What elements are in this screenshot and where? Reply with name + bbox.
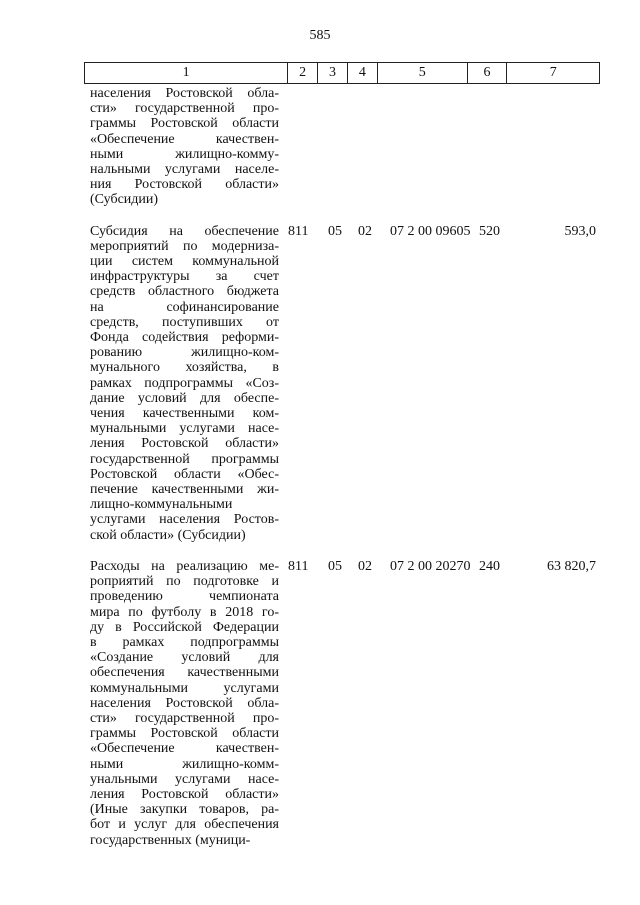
- description-line: сти» государственной про-: [90, 710, 279, 726]
- description-line: «Обеспечение качествен-: [90, 131, 279, 147]
- description-line: (Иные закупки товаров, ра-: [90, 802, 279, 818]
- description-line: коммунальными услугами: [90, 680, 279, 696]
- row-spacer: [90, 543, 600, 559]
- table-body: [90, 86, 600, 848]
- table-row: [90, 224, 600, 543]
- row-description: [90, 224, 279, 543]
- description-line: граммы Ростовской области: [90, 726, 279, 742]
- description-line: ными жилищно-комм-: [90, 756, 279, 772]
- description-line: населения Ростовской обла-: [90, 695, 279, 711]
- cell-c2: 811: [288, 223, 309, 239]
- row-spacer: [90, 208, 600, 224]
- description-line: средств областного бюджета: [90, 284, 279, 300]
- description-line: обеспечения качественными: [90, 665, 279, 681]
- description-line: ния Ростовской области»: [90, 177, 279, 193]
- description-line: рамках подпрограммы «Соз-: [90, 375, 279, 391]
- page-number: 585: [309, 28, 331, 43]
- row-description: [90, 559, 279, 848]
- description-line: дание условий для обеспе-: [90, 390, 279, 406]
- description-line: ными жилищно-комму-: [90, 146, 279, 162]
- description-line: Субсидия на обеспечение: [90, 223, 279, 239]
- description-line: ления Ростовской области»: [90, 786, 279, 802]
- description-line: Расходы на реализацию ме-: [90, 558, 279, 574]
- description-line: рованию жилищно-ком-: [90, 345, 279, 361]
- header-col-2: 2: [287, 63, 317, 83]
- description-line: инфраструктуры за счет: [90, 269, 279, 285]
- description-line: Ростовской области «Обес-: [90, 466, 279, 482]
- description-line: мероприятий по модерниза-: [90, 238, 279, 254]
- description-line: лищно-коммунальными: [90, 497, 233, 513]
- cell-c4: 02: [358, 558, 372, 574]
- description-line: мунального хозяйства, в: [90, 360, 279, 376]
- cell-c4: 02: [358, 223, 372, 239]
- header-col-7: 7: [506, 63, 599, 83]
- header-col-3: 3: [317, 63, 347, 83]
- description-line: ции систем коммунальной: [90, 254, 279, 270]
- cell-c7: 593,0: [564, 223, 596, 239]
- description-line: в рамках подпрограммы: [90, 634, 279, 650]
- description-line: проведению чемпионата: [90, 589, 279, 605]
- cell-c6: 520: [479, 223, 500, 239]
- cell-c7: 63 820,7: [547, 558, 596, 574]
- cell-c5: 07 2 00 09605: [390, 223, 471, 239]
- cell-c3: 05: [328, 558, 342, 574]
- description-line: на софинансирование: [90, 299, 279, 315]
- description-line: граммы Ростовской области: [90, 116, 279, 132]
- description-line: услугами населения Ростов-: [90, 512, 279, 528]
- description-line: населения Ростовской обла-: [90, 86, 279, 101]
- description-line: роприятий по подготовке и: [90, 574, 279, 590]
- description-line: Фонда содействия реформи-: [90, 330, 279, 346]
- description-line: «Создание условий для: [90, 650, 279, 666]
- description-line: мира по футболу в 2018 го-: [90, 604, 279, 620]
- description-line: сти» государственной про-: [90, 101, 279, 117]
- description-line: нальными услугами населе-: [90, 162, 279, 178]
- header-col-4: 4: [347, 63, 377, 83]
- description-line: ду в Российской Федерации: [90, 619, 279, 635]
- header-col-6: 6: [467, 63, 507, 83]
- description-line: (Субсидии): [90, 192, 159, 208]
- table-row: [90, 559, 600, 848]
- cell-c3: 05: [328, 223, 342, 239]
- header-col-5: 5: [377, 63, 467, 83]
- description-line: унальными услугами насе-: [90, 771, 279, 787]
- description-line: средств, поступивших от: [90, 314, 279, 330]
- cell-c6: 240: [479, 558, 500, 574]
- row-description: [90, 86, 279, 208]
- cell-c2: 811: [288, 558, 309, 574]
- description-line: «Обеспечение качествен-: [90, 741, 279, 757]
- description-line: ской области» (Субсидии): [90, 527, 246, 543]
- description-line: государственных (муници-: [90, 832, 251, 848]
- cell-c5: 07 2 00 20270: [390, 558, 471, 574]
- table-row: [90, 86, 600, 208]
- description-line: чения качественными ком-: [90, 406, 279, 422]
- description-line: бот и услуг для обеспечения: [90, 817, 279, 833]
- description-line: печение качественными жи-: [90, 482, 279, 498]
- table-header: [84, 62, 600, 84]
- description-line: государственной программы: [90, 451, 279, 467]
- description-line: мунальными услугами насе-: [90, 421, 279, 437]
- description-line: ления Ростовской области»: [90, 436, 279, 452]
- header-col-1: 1: [182, 65, 190, 80]
